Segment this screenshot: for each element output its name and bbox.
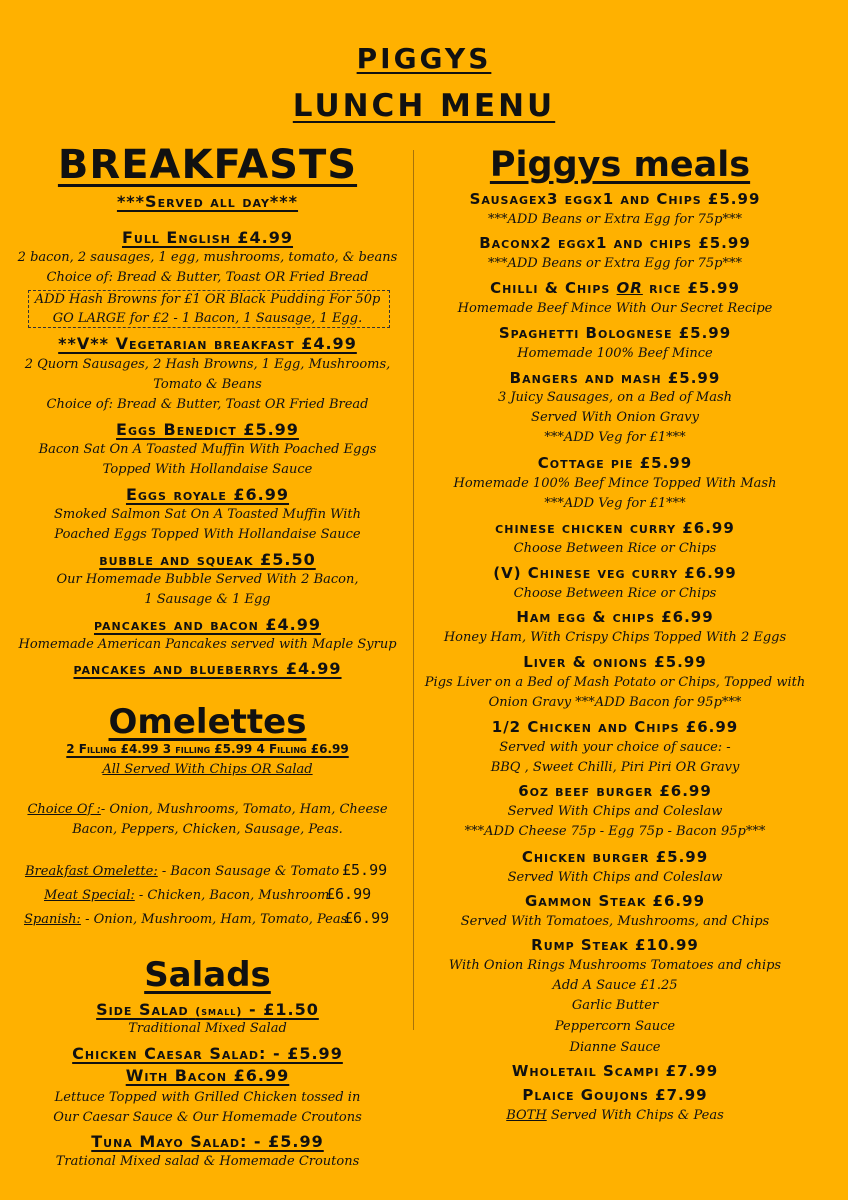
item-vegetarian-breakfast: **V** Vegetarian breakfast £4.99 bbox=[58, 334, 357, 353]
meal-beef-burger-desc-1: Served With Chips and Coleslaw bbox=[507, 804, 723, 819]
omelette-breakfast-price: £5.99 bbox=[342, 861, 388, 879]
meal-ham-egg: Ham egg & chips £6.99 bbox=[516, 608, 714, 626]
meal-beef-burger-desc-2: ***ADD Cheese 75p - Egg 75p - Bacon 95p*** bbox=[464, 824, 766, 839]
meal-bangers-desc-3: ***ADD Veg for £1*** bbox=[544, 430, 686, 445]
meal-plaice: Plaice Goujons £7.99 bbox=[522, 1086, 708, 1104]
omelettes-heading: Omelettes bbox=[108, 702, 307, 742]
meal-rump-desc-1: With Onion Rings Mushrooms Tomatoes and chips bbox=[448, 958, 782, 973]
piggys-meals-heading: Piggys meals bbox=[489, 145, 751, 185]
meal-chinese-veg: (V) Chinese veg curry £6.99 bbox=[493, 564, 737, 582]
omelette-spanish-price: £6.99 bbox=[344, 909, 390, 927]
full-english-desc-2: Choice of: Bread & Butter, Toast OR Fried Bread bbox=[46, 270, 369, 285]
meal-spaghetti: Spaghetti Bolognese £5.99 bbox=[498, 324, 732, 342]
meal-liver: Liver & onions £5.99 bbox=[523, 653, 707, 671]
meal-spaghetti-desc: Homemade 100% Beef Mince bbox=[517, 346, 713, 361]
veg-desc-3: Choice of: Bread & Butter, Toast OR Fried Bread bbox=[46, 397, 369, 412]
meal-rump-steak: Rump Steak £10.99 bbox=[531, 936, 699, 954]
meal-sausage-desc: ***ADD Beans or Extra Egg for 75p*** bbox=[488, 212, 742, 227]
meal-rump-desc-2: Add A Sauce £1.25 bbox=[552, 978, 678, 993]
meal-chinese-veg-desc: Choose Between Rice or Chips bbox=[513, 586, 717, 601]
caesar-desc-1: Lettuce Topped with Grilled Chicken tossed in bbox=[54, 1090, 361, 1105]
omelette-spanish: Spanish: - Onion, Mushroom, Ham, Tomato, Peas bbox=[24, 912, 348, 927]
full-english-extra-1: ADD Hash Browns for £1 OR Black Pudding For 50p bbox=[34, 292, 381, 307]
pancakes-desc: Homemade American Pancakes served with Maple Syrup bbox=[18, 637, 397, 652]
omelette-choice-1: Choice Of :- Onion, Mushrooms, Tomato, Ham, Cheese bbox=[27, 802, 388, 817]
tuna-desc: Trational Mixed salad & Homemade Croutons bbox=[55, 1154, 360, 1169]
omelette-breakfast: Breakfast Omelette: - Bacon Sausage & Tomato bbox=[25, 864, 340, 879]
item-eggs-benedict: Eggs Benedict £5.99 bbox=[116, 420, 299, 439]
veg-desc-1: 2 Quorn Sausages, 2 Hash Browns, 1 Egg, Mushrooms, bbox=[24, 357, 391, 372]
tuna-mayo: Tuna Mayo Salad: - £5.99 bbox=[91, 1132, 324, 1151]
with-bacon: With Bacon £6.99 bbox=[125, 1066, 290, 1085]
meal-cottage-pie: Cottage pie £5.99 bbox=[537, 454, 693, 472]
meal-scampi: Wholetail Scampi £7.99 bbox=[511, 1062, 719, 1080]
title-lunch-menu: LUNCH MENU bbox=[292, 88, 556, 124]
full-english-extra-2: GO LARGE for £2 - 1 Bacon, 1 Sausage, 1 Egg. bbox=[52, 311, 363, 326]
meal-rump-desc-4: Peppercorn Sauce bbox=[554, 1019, 676, 1034]
meals-footer: BOTH Served With Chips & Peas bbox=[506, 1108, 724, 1123]
item-full-english: Full English £4.99 bbox=[121, 228, 294, 247]
omelette-meat-price: £6.99 bbox=[326, 885, 372, 903]
meal-gammon-desc: Served With Tomatoes, Mushrooms, and Chips bbox=[460, 914, 770, 929]
side-salad: Side Salad (small) - £1.50 bbox=[96, 1000, 319, 1019]
full-english-desc-1: 2 bacon, 2 sausages, 1 egg, mushrooms, tomato, & beans bbox=[17, 250, 398, 265]
royale-desc-1: Smoked Salmon Sat On A Toasted Muffin With bbox=[54, 507, 361, 522]
omelette-prices: 2 Filling £4.99 3 filling £5.99 4 Filling £6.99 bbox=[66, 742, 349, 756]
item-bubble-and-squeak: bubble and squeak £5.50 bbox=[99, 550, 316, 569]
bubble-desc-1: Our Homemade Bubble Served With 2 Bacon, bbox=[56, 572, 359, 587]
meal-ham-egg-desc: Honey Ham, With Crispy Chips Topped With 2 Eggs bbox=[443, 630, 787, 645]
meal-bangers-desc-2: Served With Onion Gravy bbox=[531, 410, 699, 425]
meal-half-chicken-desc-2: BBQ , Sweet Chilli, Piri Piri OR Gravy bbox=[490, 760, 740, 775]
meal-chicken-burger: Chicken burger £5.99 bbox=[521, 848, 709, 866]
meal-chicken-burger-desc: Served With Chips and Coleslaw bbox=[507, 870, 723, 885]
meal-cottage-desc-2: ***ADD Veg for £1*** bbox=[544, 496, 686, 511]
meal-bangers-desc-1: 3 Juicy Sausages, on a Bed of Mash bbox=[497, 390, 733, 405]
meal-rump-desc-3: Garlic Butter bbox=[571, 998, 659, 1013]
meal-bacon: Baconx2 eggx1 and chips £5.99 bbox=[479, 234, 751, 252]
meal-bacon-desc: ***ADD Beans or Extra Egg for 75p*** bbox=[488, 256, 742, 271]
meal-cottage-desc-1: Homemade 100% Beef Mince Topped With Mash bbox=[453, 476, 777, 491]
served-all-day: ***Served all day*** bbox=[116, 192, 299, 211]
title-piggys: PIGGYS bbox=[356, 42, 492, 75]
veg-desc-2: Tomato & Beans bbox=[153, 377, 262, 392]
meal-sausage: Sausagex3 eggx1 and Chips £5.99 bbox=[469, 190, 761, 208]
caesar-desc-2: Our Caesar Sauce & Our Homemade Croutons bbox=[53, 1110, 362, 1125]
breakfasts-heading: BREAKFASTS bbox=[57, 142, 358, 188]
side-salad-desc: Traditional Mixed Salad bbox=[128, 1021, 287, 1036]
meal-rump-desc-5: Dianne Sauce bbox=[569, 1040, 661, 1055]
royale-desc-2: Poached Eggs Topped With Hollandaise Sauce bbox=[54, 527, 361, 542]
meal-chinese-chicken-desc: Choose Between Rice or Chips bbox=[513, 541, 717, 556]
item-eggs-royale: Eggs royale £6.99 bbox=[125, 485, 290, 504]
meal-bangers: Bangers and mash £5.99 bbox=[509, 369, 721, 387]
item-pancakes-blueberrys: pancakes and blueberrys £4.99 bbox=[73, 659, 342, 678]
bubble-desc-2: 1 Sausage & 1 Egg bbox=[144, 592, 271, 607]
meal-half-chicken-desc-1: Served with your choice of sauce: - bbox=[499, 740, 731, 755]
omelette-served: All Served With Chips OR Salad bbox=[102, 762, 313, 777]
item-pancakes-bacon: pancakes and bacon £4.99 bbox=[93, 615, 321, 634]
meal-half-chicken: 1/2 Chicken and Chips £6.99 bbox=[491, 718, 739, 736]
meal-gammon: Gammon Steak £6.99 bbox=[524, 892, 706, 910]
meal-chilli-desc: Homemade Beef Mince With Our Secret Recipe bbox=[457, 301, 773, 316]
meal-liver-desc-1: Pigs Liver on a Bed of Mash Potato or Chips, Topped with bbox=[424, 675, 806, 690]
meal-liver-desc-2: Onion Gravy ***ADD Bacon for 95p*** bbox=[488, 695, 742, 710]
chicken-caesar: Chicken Caesar Salad: - £5.99 bbox=[72, 1044, 343, 1063]
benedict-desc-1: Bacon Sat On A Toasted Muffin With Poached Eggs bbox=[38, 442, 377, 457]
meal-chinese-chicken: chinese chicken curry £6.99 bbox=[495, 519, 735, 537]
meal-beef-burger: 6oz beef burger £6.99 bbox=[518, 782, 712, 800]
benedict-desc-2: Topped With Hollandaise Sauce bbox=[102, 462, 313, 477]
omelette-choice-2: Bacon, Peppers, Chicken, Sausage, Peas. bbox=[72, 822, 343, 837]
meal-chilli: Chilli & Chips OR rice £5.99 bbox=[490, 279, 740, 297]
omelette-meat: Meat Special: - Chicken, Bacon, Mushroom bbox=[44, 888, 330, 903]
salads-heading: Salads bbox=[144, 955, 271, 995]
